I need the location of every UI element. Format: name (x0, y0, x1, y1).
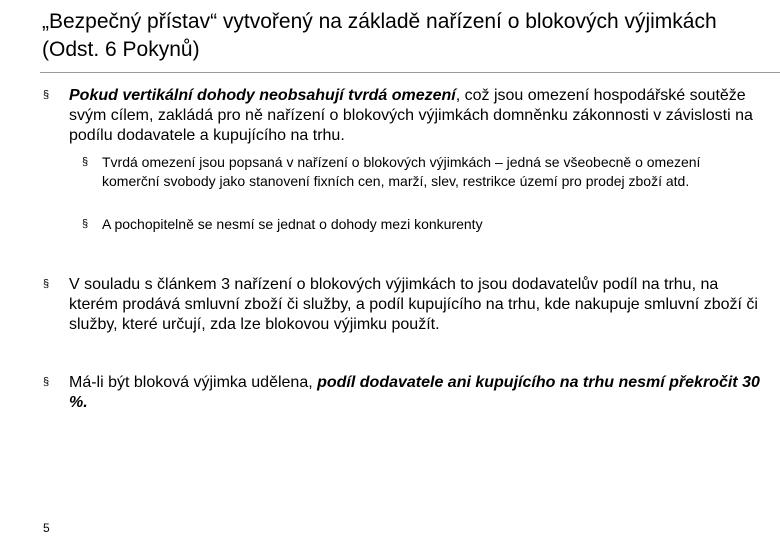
section-bullet-icon: § (82, 156, 89, 168)
title-divider (40, 72, 780, 73)
bullet-1-body: , což jsou omezení hospodářské soutěže svým cílem, zakládá pro ně nařízení o blokových výjimkách domněnku zákonnosti v závislosti na podílu dodavatele a kupujícího na trhu. (69, 87, 753, 144)
section-bullet-icon: § (82, 218, 89, 230)
bullet-3-text (69, 373, 769, 413)
section-bullet-icon: § (43, 89, 50, 101)
slide-title: „Bezpečný přístav“ vytvořený na základě nařízení o blokových výjimkách (Odst. 6 Pokynů) (42, 10, 717, 61)
bullet-2-text: V souladu s článkem 3 nařízení o blokových výjimkách to jsou dodavatelův podíl na trhu, na kterém prodává smluvní zboží či služby, a podíl kupujícího na trhu, kde nakupuje smluvní zboží či služby, které určují, zda lze blokovou výjimku použít. (69, 276, 758, 333)
bullet-1-emphasis: Pokud vertikální dohody neobsahují tvrdá omezení (69, 87, 456, 104)
section-bullet-icon: § (43, 278, 50, 290)
bullet-1-text (69, 86, 769, 146)
section-bullet-icon: § (43, 376, 50, 388)
page-number: 5 (43, 521, 50, 535)
sub-bullet-1-text: Tvrdá omezení jsou popsaná v nařízení o blokových výjimkách – jedná se všeobecně o omezení komerční svobody jako stanovení fixních cen, marží, slev, restrikce území pro prodej zboží atd. (102, 154, 701, 189)
sub-bullet-2-text: A pochopitelně se nesmí se jednat o dohody mezi konkurenty (102, 216, 483, 232)
bullet-3-emphasis: podíl dodavatele ani kupujícího na trhu nesmí překročit 30 %. (69, 374, 760, 411)
bullet-3-body: Má-li být bloková výjimka udělena, (69, 374, 318, 391)
